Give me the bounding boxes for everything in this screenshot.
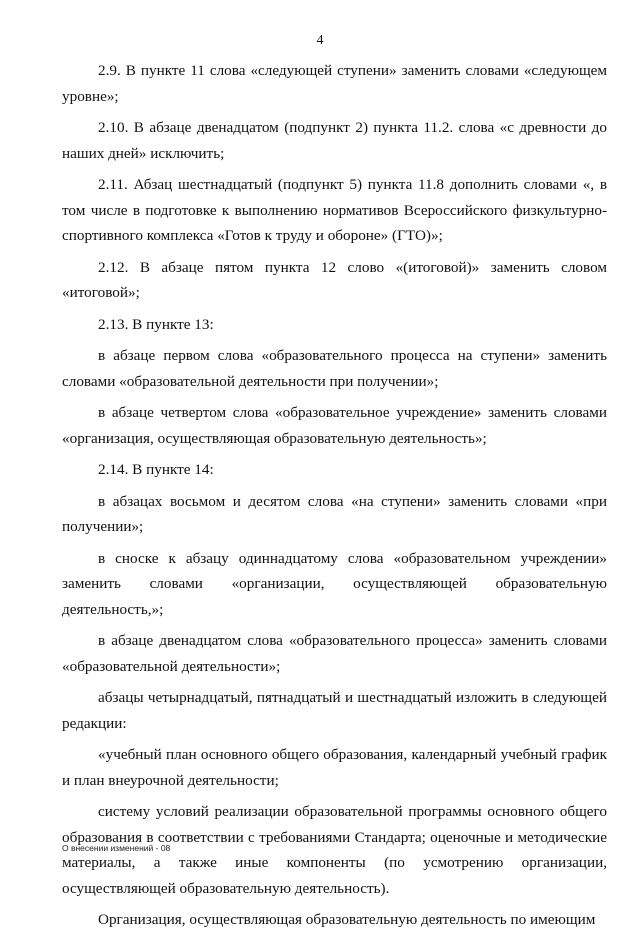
paragraph-2-13-first: в абзаце первом слова «образовательного процесса на ступени» заменить словами «образовательной деятельности при получении»; [62, 347, 607, 390]
footer-note: О внесении изменений - 08 [62, 843, 171, 853]
paragraph-2-11: 2.11. Абзац шестнадцатый (подпункт 5) пункта 11.8 дополнить словами «, в том числе в подготовке к выполнению нормативов Всероссийского физкультурно-спортивного комплекса «Готов к труду и обороне» (ГТО)»; [62, 176, 607, 244]
paragraph-2-14-twelfth: в абзаце двенадцатом слова «образовательного процесса» заменить словами «образовательной деятельности»; [62, 632, 607, 675]
paragraph-2-10: 2.10. В абзаце двенадцатом (подпункт 2) пункта 11.2. слова «с древности до наших дней» исключить; [62, 119, 607, 162]
document-body [62, 58, 607, 939]
paragraph-2-14-footnote: в сноске к абзацу одиннадцатому слова «образовательном учреждении» заменить словами «организации, осуществляющей образовательную деятельность,»; [62, 549, 607, 618]
paragraph-2-14-new-edition: абзацы четырнадцатый, пятнадцатый и шестнадцатый изложить в следующей редакции: [62, 689, 607, 732]
paragraph-2-13: 2.13. В пункте 13: [98, 315, 214, 333]
paragraph-2-13-fourth: в абзаце четвертом слова «образовательное учреждение» заменить словами «организация, осуществляющая образовательную деятельность»; [62, 404, 607, 447]
paragraph-2-14: 2.14. В пункте 14: [98, 461, 214, 478]
paragraph-2-12: 2.12. В абзаце пятом пункта 12 слово «(итоговой)» заменить словом «итоговой»; [62, 258, 607, 301]
paragraph-2-9: 2.9. В пункте 11 слова «следующей ступени» заменить словами «следующем уровне»; [62, 62, 607, 105]
paragraph-organization: Организация, осуществляющая образовательную деятельность по имеющим [98, 911, 596, 928]
paragraph-conditions-system: систему условий реализации образовательной программы основного общего образования в соответствии с требованиями Стандарта; оценочные и методические материалы, а также иные компоненты (по усмотрению организации, осуществляющей образовательную деятельность). [62, 803, 607, 897]
paragraph-2-14-eighth-tenth: в абзацах восьмом и десятом слова «на ступени» заменить словами «при получении»; [62, 492, 607, 535]
page-number: 4 [316, 33, 324, 48]
paragraph-curriculum: «учебный план основного общего образования, календарный учебный график и план внеурочной деятельности; [62, 746, 607, 789]
